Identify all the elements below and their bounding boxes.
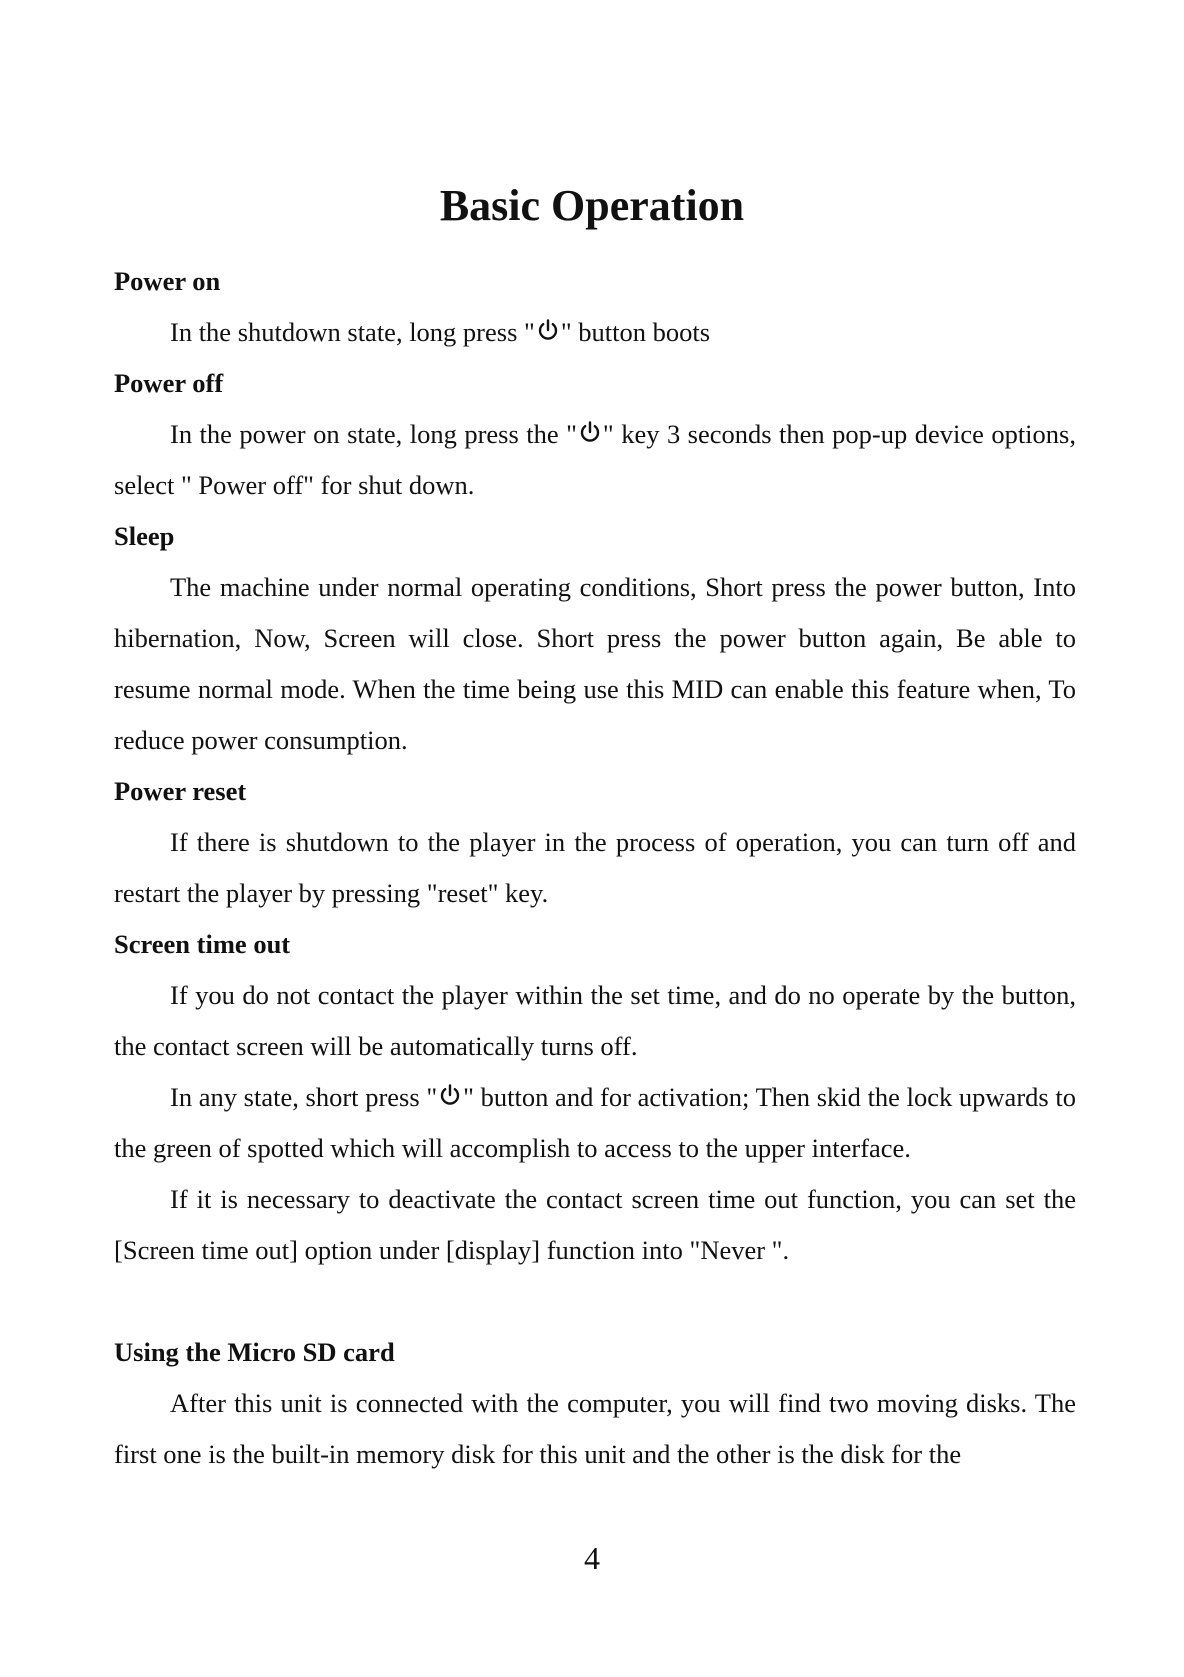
heading-sleep: Sleep xyxy=(114,521,175,551)
text-segment: " key 3 seconds then pop-up device options, select " Power off" for shut down. xyxy=(114,419,1076,500)
text-segment: " button boots xyxy=(560,317,711,347)
paragraph-micro-sd: After this unit is connected with the computer, you will find two moving disks. The first one is the built-in memory disk for this unit and the other is the disk for the xyxy=(114,1388,1076,1469)
paragraph-power-on xyxy=(114,307,1076,358)
heading-screen-time-out: Screen time out xyxy=(114,929,291,959)
paragraph-screen-time-out-2 xyxy=(114,1072,1076,1174)
text-segment: " button and for activation; Then skid the lock upwards to the green of spotted which will accomplish to access to the upper interface. xyxy=(114,1082,1076,1163)
power-icon xyxy=(536,318,560,342)
heading-power-on: Power on xyxy=(114,266,221,296)
spacer xyxy=(114,1276,1076,1327)
power-icon xyxy=(438,1083,462,1107)
text-segment: In the power on state, long press the " xyxy=(170,419,577,449)
paragraph-power-reset: If there is shutdown to the player in the process of operation, you can turn off and restart the player by pressing "reset" key. xyxy=(114,827,1076,908)
paragraph-screen-time-out-1: If you do not contact the player within the set time, and do no operate by the button, the contact screen will be automatically turns off. xyxy=(114,980,1076,1061)
power-icon xyxy=(578,420,602,444)
paragraph-power-off xyxy=(114,409,1076,511)
paragraph-screen-time-out-3: If it is necessary to deactivate the contact screen time out function, you can set the [Screen time out] option under [display] function into "Never ". xyxy=(114,1184,1076,1265)
heading-micro-sd: Using the Micro SD card xyxy=(114,1337,395,1367)
heading-power-off: Power off xyxy=(114,368,224,398)
heading-power-reset: Power reset xyxy=(114,776,247,806)
paragraph-sleep: The machine under normal operating conditions, Short press the power button, Into hibernation, Now, Screen will close. Short press the power button again, Be able to resume normal mode. When the time being use this MID can enable this feature when, To reduce power consumption. xyxy=(114,572,1076,755)
page-title: Basic Operation xyxy=(439,181,745,230)
page-number: 4 xyxy=(584,1540,600,1576)
text-segment: In any state, short press " xyxy=(170,1082,438,1112)
text-segment: In the shutdown state, long press " xyxy=(170,317,535,347)
content xyxy=(114,256,1076,1480)
